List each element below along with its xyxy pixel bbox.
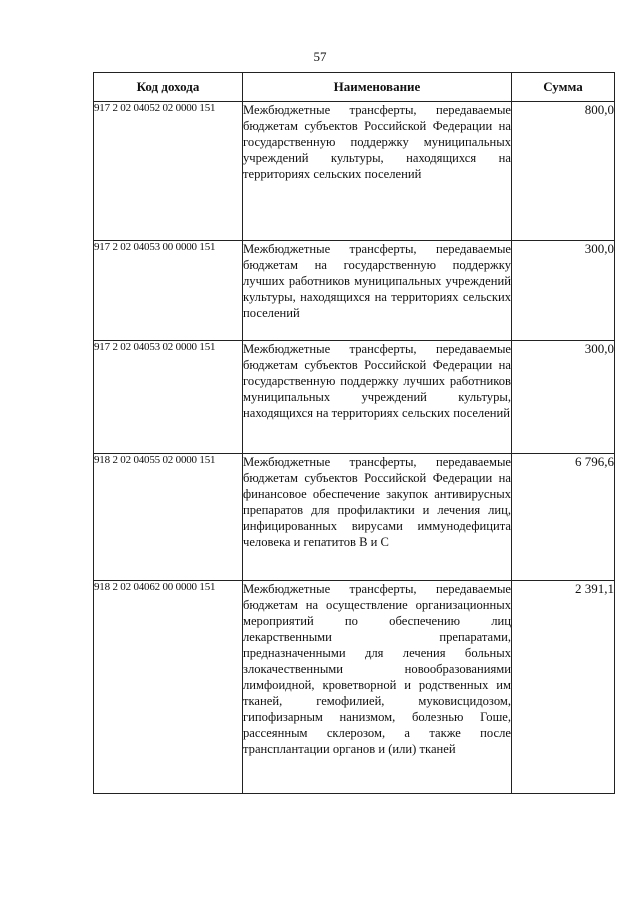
revenue-code-cell: 918 2 02 04055 02 0000 151 xyxy=(94,454,243,581)
table-row xyxy=(94,581,615,794)
revenue-sum-cell: 800,0 xyxy=(512,102,615,241)
table-row xyxy=(94,341,615,454)
revenue-table xyxy=(93,72,615,794)
revenue-name-cell: Межбюджетные трансферты, передаваемые бюджетам субъектов Российской Федерации на финансовое обеспечение закупок антивирусных препаратов для профилактики и лечения лиц, инфицированных вирусами иммунодефицита человека и гепатитов В и С xyxy=(243,454,512,581)
revenue-code-cell: 918 2 02 04062 00 0000 151 xyxy=(94,581,243,794)
header-name: Наименование xyxy=(243,73,512,102)
revenue-sum-cell: 300,0 xyxy=(512,341,615,454)
header-code: Код дохода xyxy=(94,73,243,102)
revenue-name-cell: Межбюджетные трансферты, передаваемые бюджетам субъектов Российской Федерации на государственную поддержку лучших работников муниципальных учреждений культуры, находящихся на территориях сельских поселений xyxy=(243,341,512,454)
revenue-code-cell: 917 2 02 04052 02 0000 151 xyxy=(94,102,243,241)
revenue-code-cell: 917 2 02 04053 02 0000 151 xyxy=(94,341,243,454)
revenue-sum-cell: 2 391,1 xyxy=(512,581,615,794)
table-row xyxy=(94,454,615,581)
revenue-name-cell: Межбюджетные трансферты, передаваемые бюджетам на осуществление организационных мероприятий по обеспечению лиц лекарственными препаратами, предназначенными для лечения больных злокачественными новообразованиями лимфоидной, кроветворной и родственных им тканей, гемофилией, муковисцидозом, гипофизарным нанизмом, болезнью Гоше, рассеянным склерозом, а также после трансплантации органов и (или) тканей xyxy=(243,581,512,794)
table-row xyxy=(94,241,615,341)
revenue-name-cell: Межбюджетные трансферты, передаваемые бюджетам на государственную поддержку лучших работников муниципальных учреждений культуры, находящихся на территориях сельских поселений xyxy=(243,241,512,341)
page-number: 57 xyxy=(313,49,327,64)
revenue-sum-cell: 300,0 xyxy=(512,241,615,341)
revenue-code-cell: 917 2 02 04053 00 0000 151 xyxy=(94,241,243,341)
header-sum: Сумма xyxy=(512,73,615,102)
revenue-sum-cell: 6 796,6 xyxy=(512,454,615,581)
table-header-row xyxy=(94,73,615,102)
revenue-name-cell: Межбюджетные трансферты, передаваемые бюджетам субъектов Российской Федерации на государственную поддержку муниципальных учреждений культуры, находящихся на территориях сельских поселений xyxy=(243,102,512,241)
table-row xyxy=(94,102,615,241)
